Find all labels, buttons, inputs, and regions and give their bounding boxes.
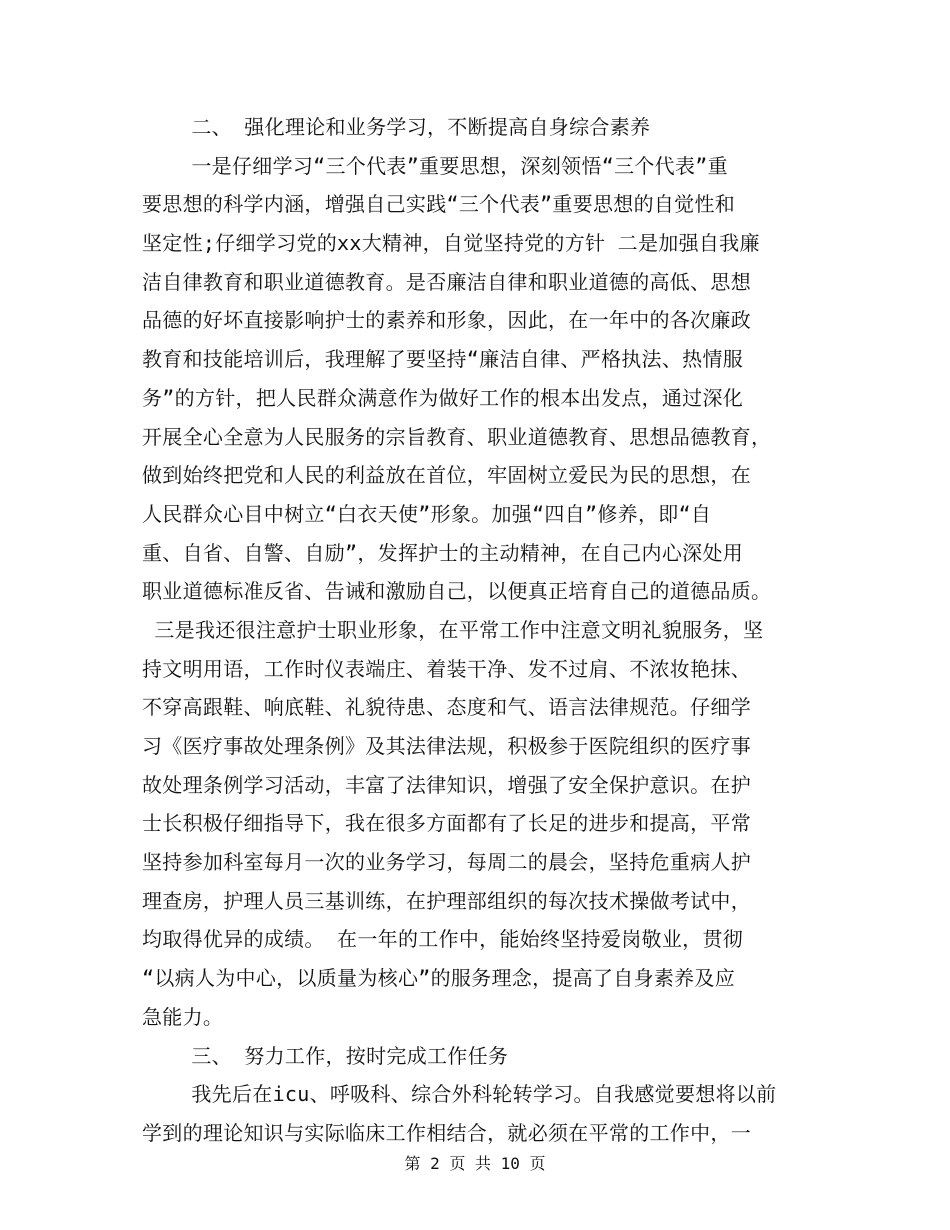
- paragraph-line: 学到的理论知识与实际临床工作相结合，就必须在平常的工作中，一: [142, 1120, 751, 1145]
- paragraph-line: 坚持参加科室每月一次的业务学习，每周二的晨会，坚持危重病人护: [142, 850, 751, 875]
- paragraph-line: 做到始终把党和人民的利益放在首位，牢固树立爱民为民的思想，在: [142, 463, 751, 488]
- paragraph-line: 均取得优异的成绩。 在一年的工作中，能始终坚持爱岗敬业，贯彻: [142, 927, 744, 952]
- paragraph-line: 职业道德标准反省、告诫和激励自己，以便真正培育自己的道德品质。: [142, 579, 772, 604]
- paragraph-line: 理查房，护理人员三基训练，在护理部组织的每次技术操做考试中，: [142, 888, 751, 913]
- paragraph-line: 三是我还很注意护士职业形象，在平常工作中注意文明礼貌服务，坚: [142, 617, 764, 642]
- page-footer: 第 2 页 共 10 页: [404, 1154, 546, 1173]
- paragraph-line: 重、自省、自警、自励”，发挥护士的主动精神，在自己内心深处用: [142, 540, 744, 565]
- paragraph-line: 品德的好坏直接影响护士的素养和形象，因此，在一年中的各次廉政: [142, 308, 751, 333]
- paragraph-line: 我先后在icu、呼吸科、综合外科轮转学习。自我感觉要想将以前: [142, 1082, 777, 1107]
- paragraph-line: 习《医疗事故处理条例》及其法律法规，积极参于医院组织的医疗事: [142, 734, 751, 758]
- paragraph-line: 士长积极仔细指导下，我在很多方面都有了长足的进步和提高，平常: [142, 811, 751, 836]
- paragraph-line: 人民群众心目中树立“白衣天使”形象。加强“四自”修养，即“自: [142, 501, 712, 526]
- paragraph-line: 要思想的科学内涵，增强自己实践“三个代表”重要思想的自觉性和: [142, 192, 736, 217]
- paragraph-line: 不穿高跟鞋、响底鞋、礼貌待患、态度和气、语言法律规范。仔细学: [142, 695, 751, 720]
- paragraph-line: 洁自律教育和职业道德教育。是否廉洁自律和职业道德的高低、思想: [142, 269, 751, 294]
- document-body: [142, 108, 808, 1153]
- paragraph-line: 急能力。: [142, 1004, 224, 1029]
- paragraph-line: 务”的方针，把人民群众满意作为做好工作的根本出发点，通过深化: [142, 385, 744, 410]
- paragraph-line: “以病人为中心，以质量为核心”的服务理念，提高了自身素养及应: [142, 966, 736, 991]
- paragraph-line: 教育和技能培训后，我理解了要坚持“廉洁自律、严格执法、热情服: [142, 347, 744, 372]
- paragraph-line: 持文明用语，工作时仪表端庄、着装干净、发不过肩、不浓妆艳抹、: [142, 656, 751, 681]
- section-heading-3: 三、 努力工作，按时完成工作任务: [142, 1043, 509, 1068]
- paragraph-line: 坚定性;仔细学习党的xx大精神，自觉坚持党的方针 二是加强自我廉: [142, 231, 760, 256]
- section-heading-2: 二、 强化理论和业务学习，不断提高自身综合素养: [142, 115, 651, 139]
- paragraph-line: 开展全心全意为人民服务的宗旨教育、职业道德教育、思想品德教育，: [142, 424, 772, 449]
- paragraph-line: 一是仔细学习“三个代表”重要思想，深刻领悟“三个代表”重: [142, 153, 728, 178]
- paragraph-line: 故处理条例学习活动，丰富了法律知识，增强了安全保护意识。在护: [142, 772, 751, 797]
